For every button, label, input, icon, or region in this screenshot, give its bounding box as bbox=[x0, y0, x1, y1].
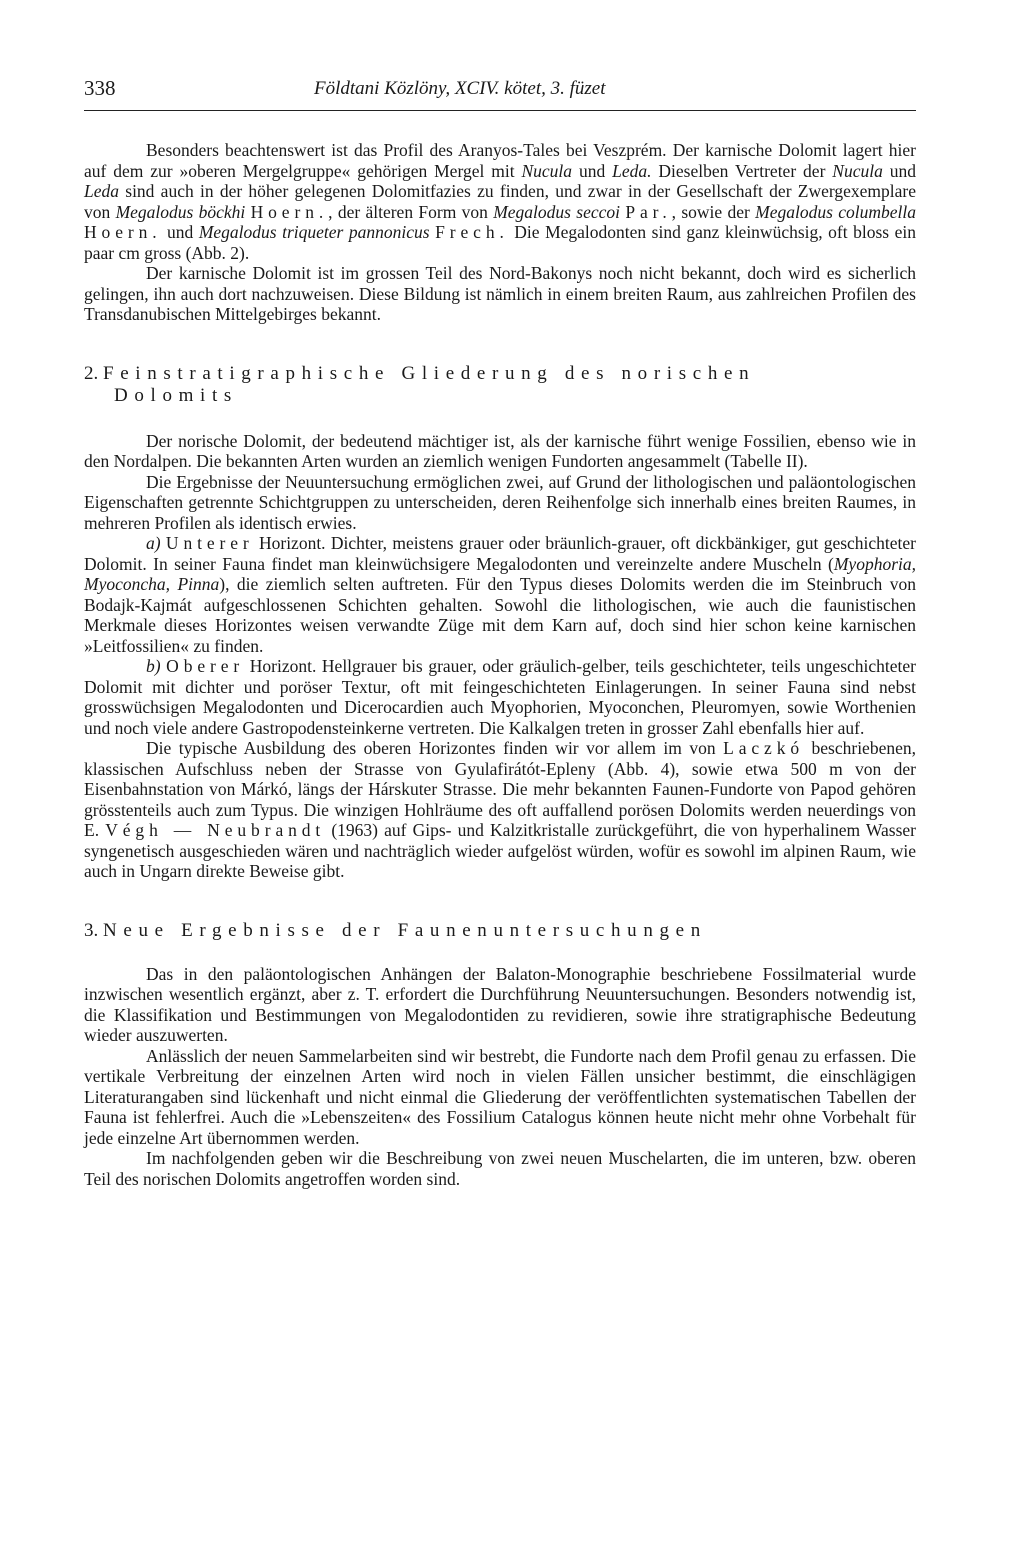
article-body bbox=[84, 140, 916, 1189]
page-number: 338 bbox=[84, 76, 116, 100]
paragraph-sammelarbeiten: Anlässlich der neuen Sammelarbeiten sind wir bestrebt, die Fundorte nach dem Profil genau zu erfassen. Die vertikale Verbreitung der einzelnen Arten wird noch in vielen Fällen unsicher bestimmt, die einschlägigen Literaturangaben sind lückenhaft und nicht einmal die Gliederung der veröffentlichten systematischen Tabellen der Fauna ist fehlerfrei. Auch die »Lebenszeiten« des Fossilium Catalogus können heute nicht mehr ohne Vorbehalt für jede einzelne Art übernommen werden. bbox=[84, 1045, 916, 1148]
paragraph-nord-bakony: Der karnische Dolomit ist im grossen Teil des Nord-Bakonys noch nicht bekannt, doch wird es sicherlich gelingen, ihn auch dort nachzuweisen. Diese Bildung ist nämlich in einem breiten Raum, aus zahlreichen Profilen des Transdanubischen Mittelgebirges bekannt. bbox=[84, 263, 916, 324]
paragraph-balaton-monographie: Das in den paläontologischen Anhängen der Balaton-Monographie beschriebene Fossilmaterial wurde inzwischen wesentlich ergänzt, aber z. T. erfordert die Durchführung Neuuntersuchungen. Besonders notwendig ist, die Klassifikation und Bestimmungen von Megalodontiden zu revidieren, sowie ihre stratigraphische Bedeutung wieder auszuwerten. bbox=[84, 963, 916, 1045]
paragraph-neue-muschelarten: Im nachfolgenden geben wir die Beschreibung von zwei neuen Muschelarten, die im unteren, bzw. oberen Teil des norischen Dolomits angetroffen worden sind. bbox=[84, 1148, 916, 1189]
journal-title: Földtani Közlöny, XCIV. kötet, 3. füzet bbox=[314, 78, 606, 99]
paragraph-oberer-horizont: b) Oberer Horizont. Hellgrauer bis grauer, oder gräulich-gelber, teils geschichteter, teils ungeschichteter Dolomit mit dichter und poröser Textur, oft mit feingeschichteten Einlagerungen. In seiner Fauna sind nebst grosswüchsigen Megalodonten und Dicerocardien auch Myophorien, Myoconchen, Pleuromyen, sowie Worthenien und noch viele andere Gastropodensteinkerne vertreten. Die Kalkalgen treten in grosser Zahl ebenfalls hier auf. bbox=[84, 656, 916, 738]
paragraph-aranyos-profile: Besonders beachtenswert ist das Profil des Aranyos-Tales bei Veszprém. Der karnische Dolomit lagert hier auf dem zur »oberen Mergelgruppe« gehörigen Mergel mit Nucula und Leda. Dieselben Vertreter der Nucula und Leda sind auch in der höher gelegenen Dolomitfazies zu finden, und zwar in der Gesellschaft der Zwergexemplare von Megalodus böckhi Hoern., der älteren Form von Megalodus seccoi Par., sowie der Megalodus columbella Hoern. und Megalodus triqueter pannonicus Frech. Die Megalodonten sind ganz kleinwüchsig, oft bloss ein paar cm gross (Abb. 2). bbox=[84, 140, 917, 263]
paragraph-ergebnisse: Die Ergebnisse der Neuuntersuchung ermöglichen zwei, auf Grund der lithologischen und paläontologischen Eigenschaften getrennte Schichtgruppen zu unterscheiden, deren Reihenfolge sich innerhalb eines breiten Raumes, in mehreren Profilen als identisch erwies. bbox=[84, 471, 916, 533]
paragraph-norischer-dolomit: Der norische Dolomit, der bedeutend mächtiger ist, als der karnische führt wenige Fossilien, ebenso wie in den Nordalpen. Die bekannten Arten wurden an ziemlich wenigen Fundorten angesammelt (Tabelle II). bbox=[84, 430, 916, 471]
paragraph-unterer-horizont: a) Unterer Horizont. Dichter, meistens grauer oder bräunlich-grauer, oft dickbänkiger, gut geschichteter Dolomit. In seiner Fauna findet man kleinwüchsigere Megalodonten und vereinzelte andere Muscheln (Myophoria, Myoconcha, Pinna), die ziemlich selten auftreten. Für den Typus dieses Dolomits werden die im Steinbruch von Bodajk-Kajmát aufgeschlossenen Schichten gehalten. Sowohl die lithologischen, wie auch die faunistischen Merkmale dieses Horizontes weisen verwandte Züge mit dem Karn auf, doch sind hier schon keine karnischen »Leitfossilien« zu finden. bbox=[84, 533, 916, 656]
section-heading-3: 3. Neue Ergebnisse der Faunenuntersuchungen bbox=[84, 919, 707, 941]
running-head bbox=[84, 76, 916, 111]
paragraph-typische-ausbildung: Die typische Ausbildung des oberen Horizontes finden wir vor allem im von Laczkó beschriebenen, klassischen Aufschluss neben der Strasse von Gyulafirátót-Epleny (Abb. 4), sowie etwa 500 m von der Eisenbahnstation von Márkó, längs der Hárskuter Strasse. Die mehr bekannten Faunen-Fundorte von Papod gehören grösstenteils auch zum Typus. Die winzigen Hohlräume des oft auffallend porösen Dolomits werden neuerdings von E. Végh — Neubrandt (1963) auf Gips- und Kalzitkristalle zurückgeführt, die von hyperhalinem Wasser syngenetisch ausgeschieden wären und nachträglich wieder aufgelöst würden, wofür es sowohl im alpinen Raum, wie auch in Ungarn direkte Beweise gibt. bbox=[84, 738, 916, 881]
section-heading-2: 2. Feinstratigraphische Gliederung des norischen Dolomits bbox=[84, 362, 756, 406]
